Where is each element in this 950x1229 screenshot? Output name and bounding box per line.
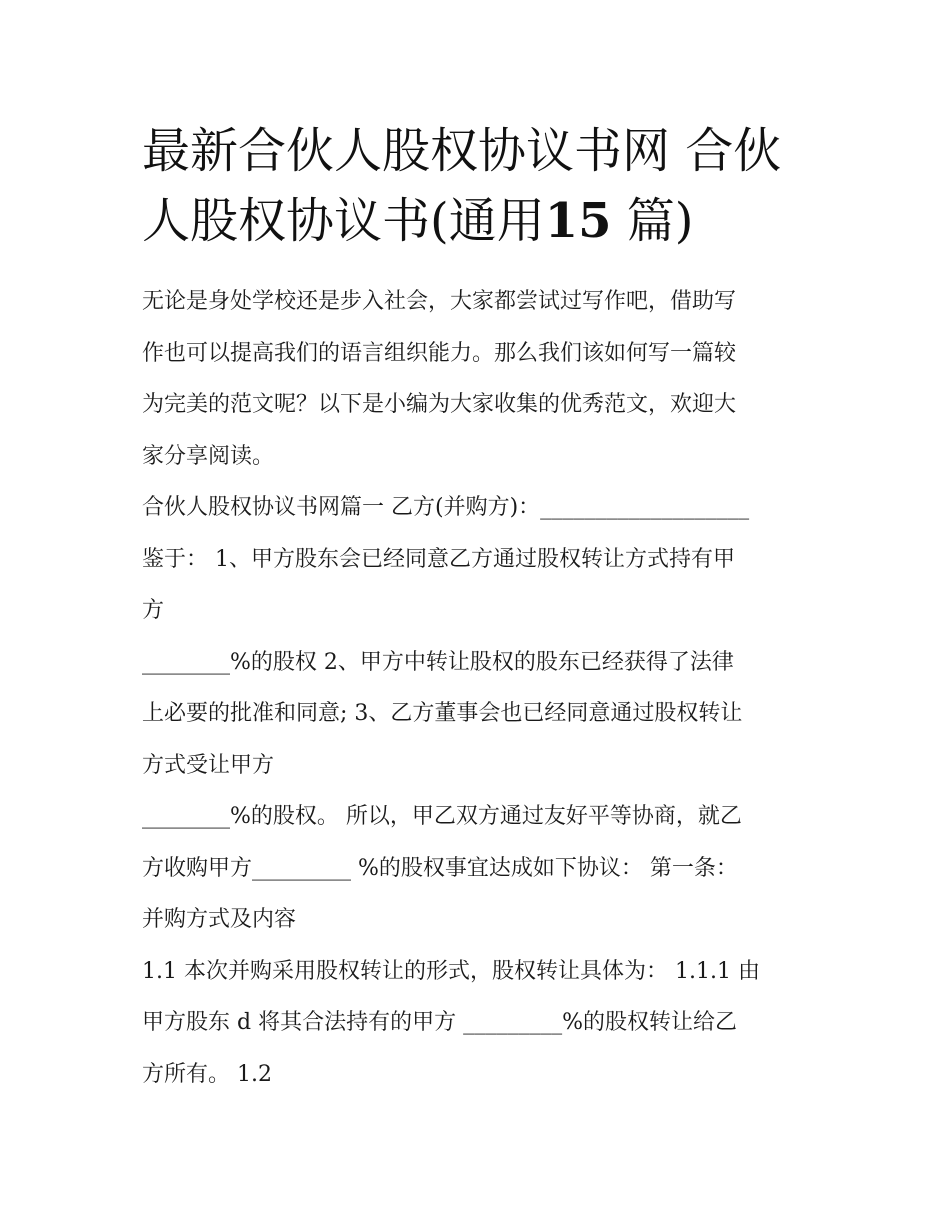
- body-line-3: 方: [142, 598, 165, 623]
- body-line-4: ________%的股权 2、甲方中转让股权的股东已经获得了法律: [142, 649, 734, 675]
- intro-paragraph: [142, 276, 822, 482]
- body-line-11: 甲方股东 d 将其合法持有的甲方 _________%的股权转让给乙: [142, 1010, 737, 1035]
- body-line-9: 并购方式及内容: [142, 907, 297, 932]
- intro-line-4: 家分享阅读。: [142, 443, 275, 469]
- intro-line-1: 无论是身处学校还是步入社会，大家都尝试过写作吧，借助写: [142, 289, 737, 314]
- title-line-2-suffix: 篇): [626, 193, 694, 249]
- title-line-2-text: 人股权协议书(通用: [142, 193, 545, 249]
- agreement-body: [142, 482, 822, 1100]
- title-line-2-number: 15: [544, 193, 612, 249]
- body-line-7: ________%的股权。 所以，甲乙双方通过友好平等协商，就乙: [142, 804, 742, 829]
- title-line-2: [142, 186, 822, 256]
- body-line-6: 方式受让甲方: [142, 752, 275, 778]
- body-line-5: 上必要的批准和同意; 3、乙方董事会也已经同意通过股权转让: [142, 701, 743, 726]
- body-line-2: 鉴于： 1、甲方股东会已经同意乙方通过股权转让方式持有甲: [142, 546, 735, 572]
- body-line-1: 合伙人股权协议书网篇一 乙方(并购方)：___________________: [142, 495, 750, 520]
- body-line-10: 1.1 本次并购采用股权转让的形式，股权转让具体为： 1.1.1 由: [142, 958, 760, 984]
- intro-line-2: 作也可以提高我们的语言组织能力。那么我们该如何写一篇较: [142, 340, 737, 366]
- intro-line-3: 为完美的范文呢？以下是小编为大家收集的优秀范文，欢迎大: [142, 392, 737, 417]
- body-line-8: 方收购甲方_________ %的股权事宜达成如下协议： 第一条：: [142, 855, 738, 881]
- body-line-12: 方所有。 1.2: [142, 1061, 272, 1087]
- title-line-1: 最新合伙人股权协议书网 合伙: [142, 123, 782, 179]
- document-title: [142, 116, 822, 256]
